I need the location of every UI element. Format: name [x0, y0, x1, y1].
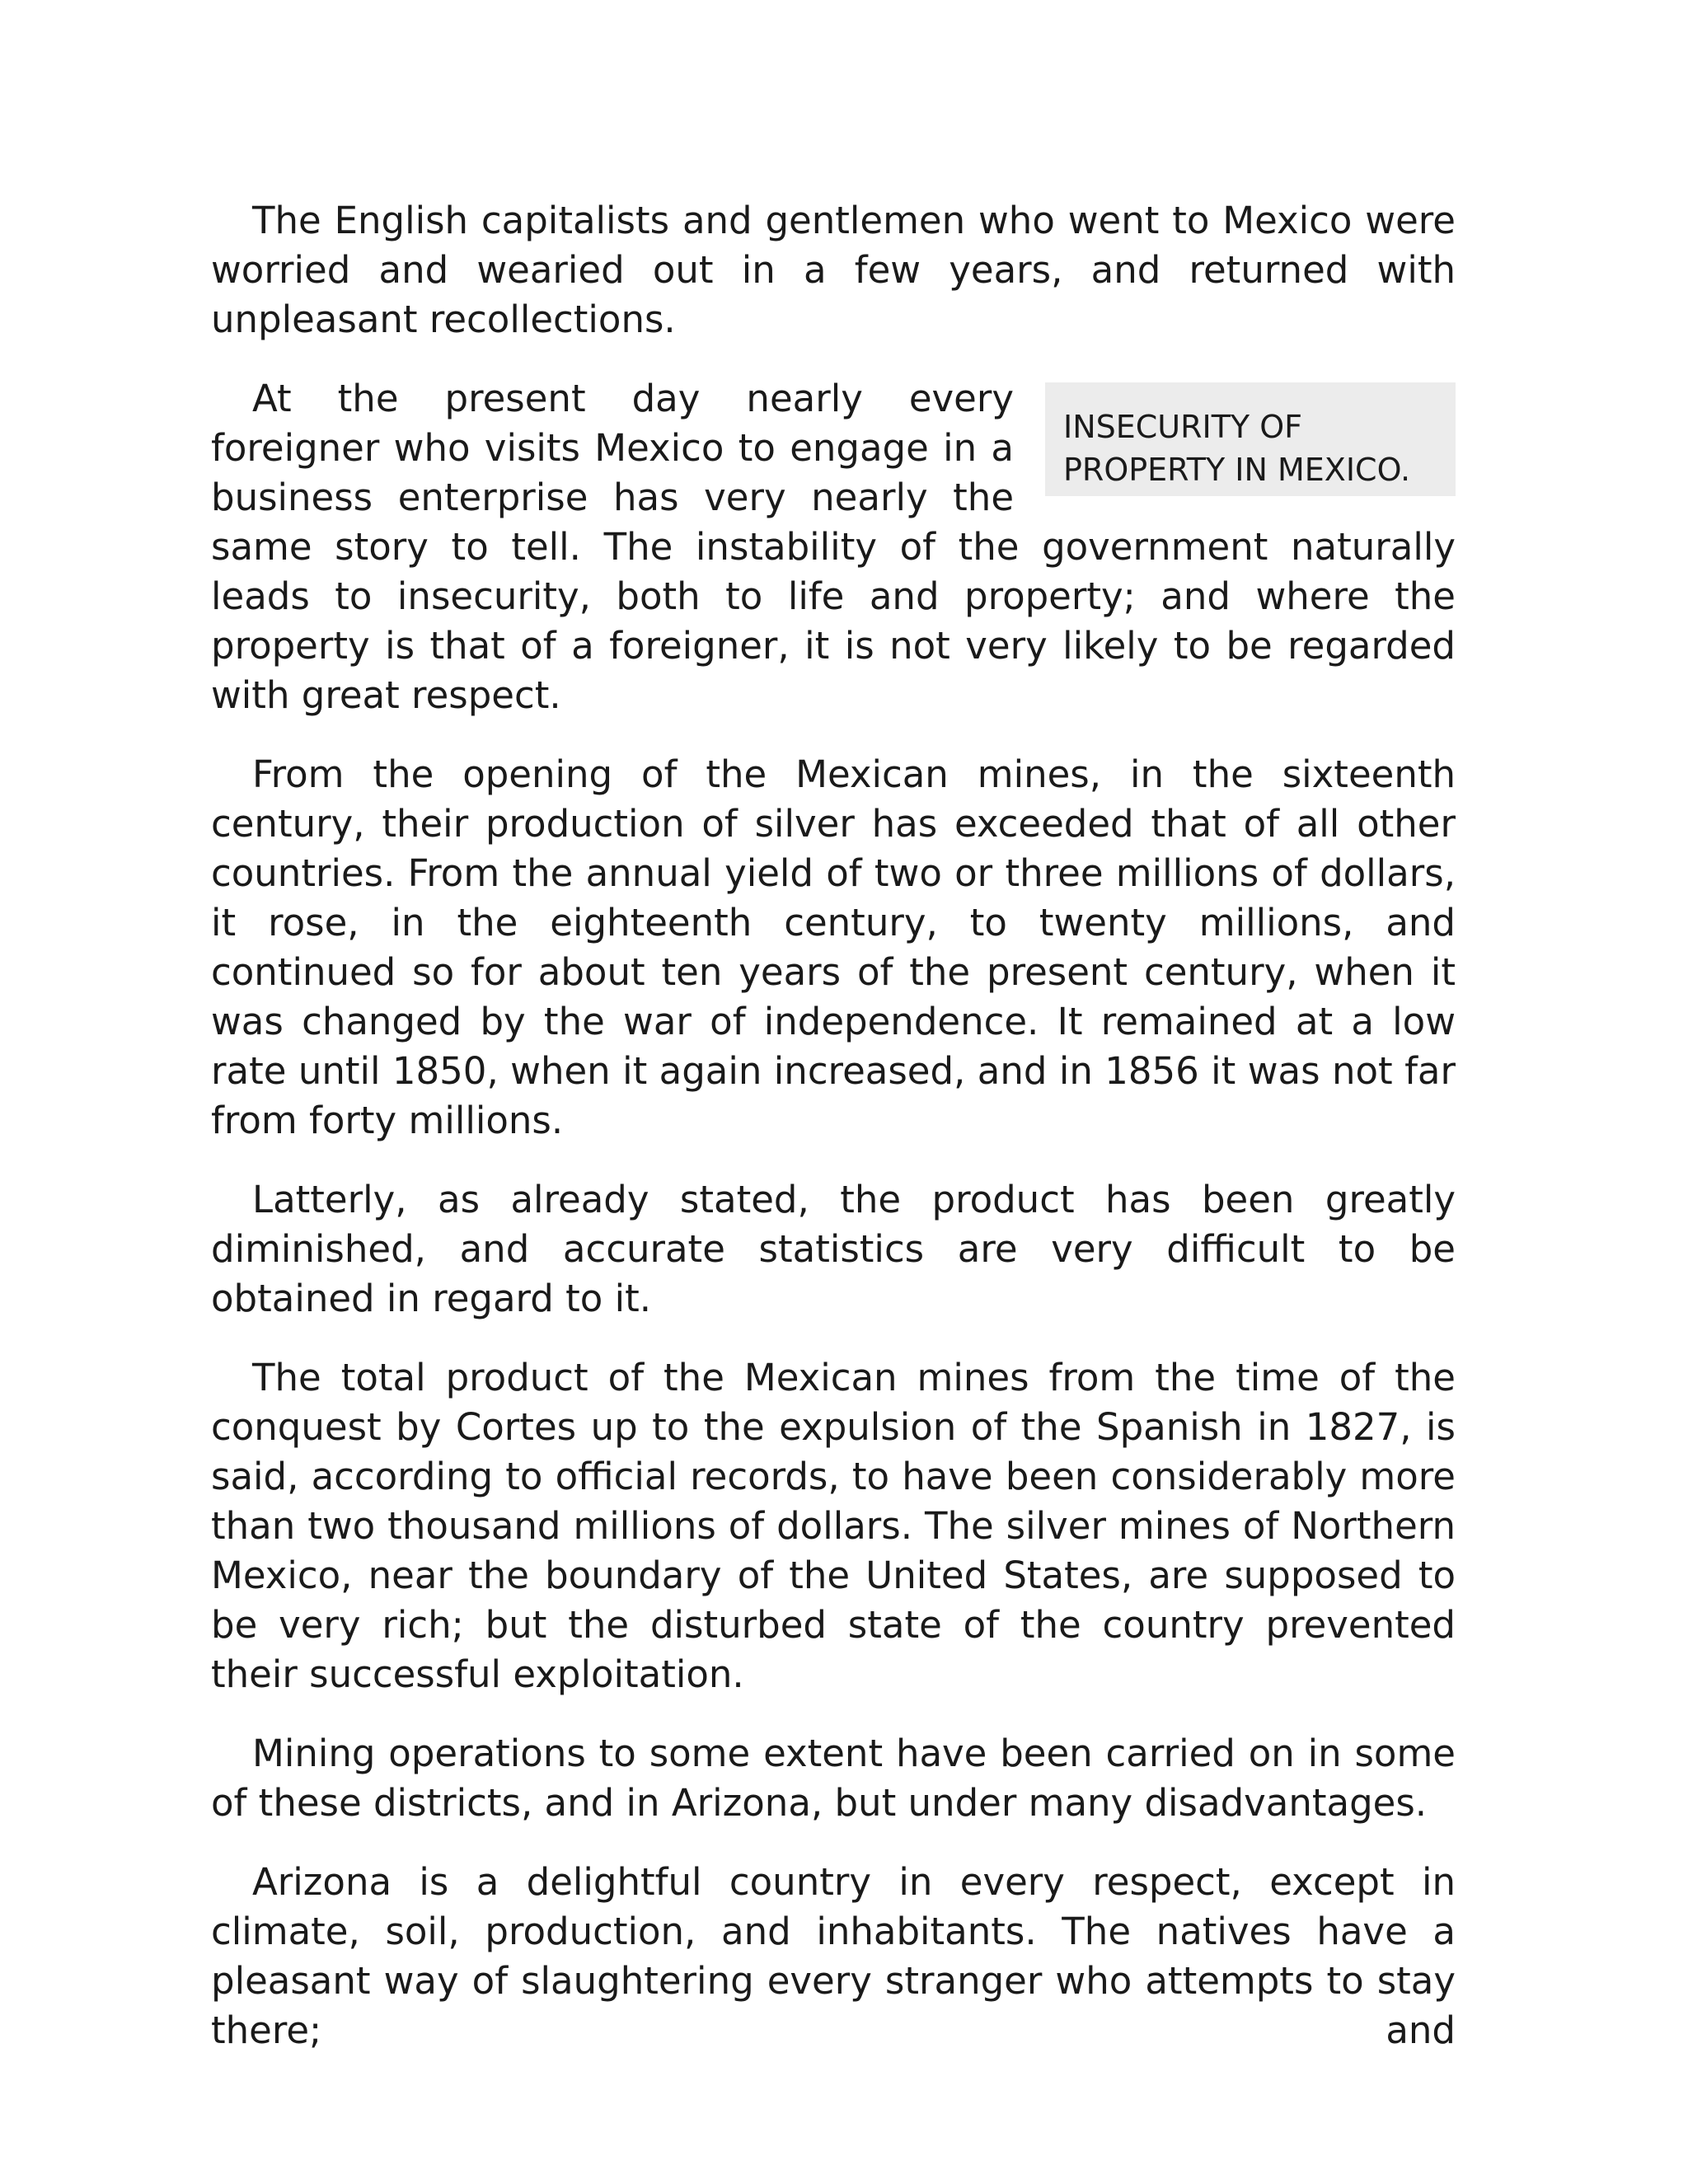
sidenote-box	[1045, 382, 1456, 496]
sidenote-line-2: PROPERTY IN MEXICO.	[1063, 452, 1411, 488]
paragraph-3: From the opening of the Mexican mines, in the sixteenth century, their production of silver has exceeded that of all other countries. From the annual yield of two or three millions of dollars, it rose, in the eighteenth century, to twenty millions, and continued so for about ten years of the present century, when it was changed by the war of independence. It remained at a low rate until 1850, when it again increased, and in 1856 it was not far from forty millions.	[211, 752, 1456, 1142]
page-body	[211, 196, 1456, 2055]
paragraph-4: Latterly, as already stated, the product has been greatly diminished, and accurate statistics are very difficult to be obtained in regard to it.	[211, 1178, 1456, 1320]
paragraph-1: The English capitalists and gentlemen who went to Mexico were worried and wearied out in a few years, and returned with unpleasant recollections.	[211, 199, 1456, 341]
paragraph-5: The total product of the Mexican mines from the time of the conquest by Cortes up to the expulsion of the Spanish in 1827, is said, according to official records, to have been considerably more than two thousand millions of dollars. The silver mines of Northern Mexico, near the boundary of the United States, are supposed to be very rich; but the disturbed state of the country prevented their successful exploitation.	[211, 1356, 1456, 1696]
paragraph-2-container	[211, 374, 1456, 720]
paragraph-7: Arizona is a delightful country in every respect, except in climate, soil, production, and inhabitants. The natives have a pleasant way of slaughtering every stranger who attempts to stay there; and	[211, 1860, 1456, 2052]
sidenote-line-1: INSECURITY OF	[1063, 409, 1302, 445]
paragraph-6: Mining operations to some extent have been carried on in some of these districts, and in Arizona, but under many disadvantages.	[211, 1732, 1456, 1825]
paragraph-2: At the present day nearly every foreigner who visits Mexico to engage in a business enterprise has very nearly the same story to tell. The instability of the government naturally leads to insecurity, both to life and property; and where the property is that of a foreigner, it is not very likely to be regarded with great respect.	[211, 377, 1456, 717]
